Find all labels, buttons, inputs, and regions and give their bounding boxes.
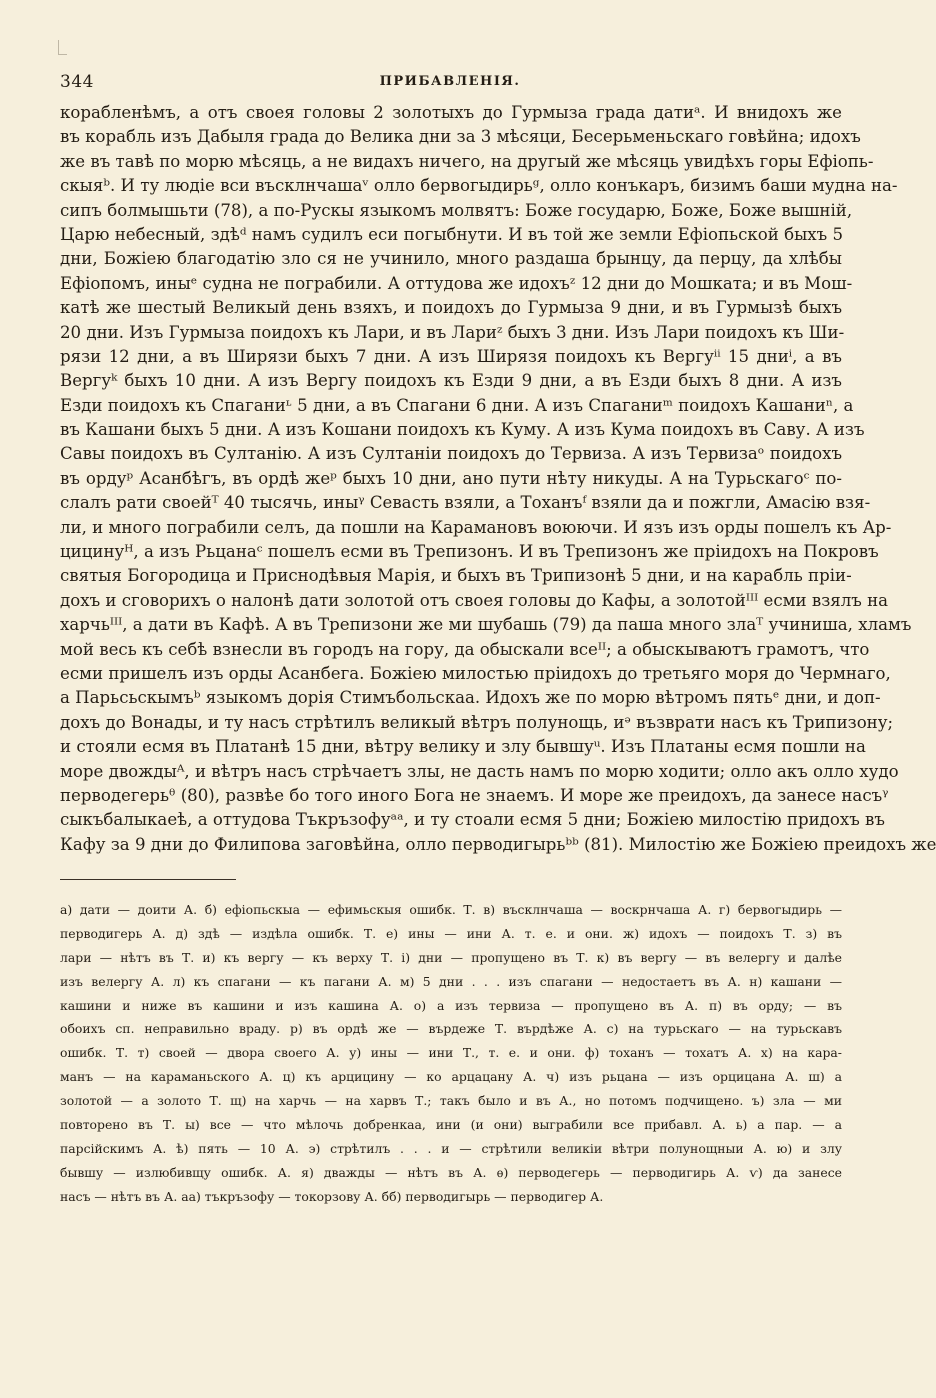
text-line: есми пришелъ изъ орды Асанбега. Божіею милостью пріидохъ до третьяго моря до Чермнаго,	[60, 663, 891, 683]
text-line: катѣ же шестый Великый день взяхъ, и поидохъ до Гурмыза 9 дни, и въ Гурмызѣ быхъ	[60, 298, 842, 318]
text-line: сыкъбалыкаеѣ, а оттудова Тъкръзофуᵃᵃ, и ту стоали есмя 5 дни; Божіею милостію придохъ въ	[60, 810, 885, 830]
text-line: дохъ и сговорихъ о налонѣ дати золотой отъ своея головы до Кафы, а золотойᴵᴵᴵ есми взялъ на	[60, 590, 889, 610]
text-line: Ефіопомъ, иныᵉ судна не пограбили. А оттудова же идохъᶻ 12 дни до Мошката; и въ Мош-	[60, 273, 853, 293]
text-line: цицинуᴴ, а изъ Рьцанаᶜ пошелъ есми въ Трепизонъ. И въ Трепизонъ же пріидохъ на Покровъ	[60, 542, 879, 562]
footnote-line: парсійскимъ А. ѣ) пять — 10 А. э) стрѣтилъ . . . и — стрѣтили великіи вѣтри полунощныи А. ю) и злу	[60, 1140, 842, 1156]
text-line: же въ тавѣ по морю мѣсяць, а не видахъ ничего, на другый же мѣсяць увидѣхъ горы Ефіопь-	[60, 151, 874, 171]
page-header	[60, 72, 840, 96]
text-line: мой весь къ себѣ взнесли въ городъ на гору, да обыскали всеᴵᴵ; а обыскываютъ грамотъ, что	[60, 639, 870, 659]
text-line: въ Кашани быхъ 5 дни. А изъ Кошани поидохъ къ Куму. А изъ Кума поидохъ въ Саву. А изъ	[60, 420, 865, 440]
text-line: слалъ рати своейᵀ 40 тысячь, иныᵞ Севасть взяли, а Тоханъᶠ взяли да и пожгли, Амасію взя-	[60, 493, 871, 513]
footnote-separator	[60, 879, 236, 880]
text-line: сипъ болмышьти (78), а по-Рускы языкомъ молвятъ: Боже государю, Боже, Боже вышній,	[60, 200, 853, 220]
text-line: Савы поидохъ въ Султанію. А изъ Султаніи поидохъ до Тервиза. А изъ Тервизаᵒ поидохъ	[60, 444, 842, 464]
text-line: Вергуᵏ быхъ 10 дни. А изъ Вергу поидохъ къ Езди 9 дни, а въ Езди быхъ 8 дни. А изъ	[60, 371, 842, 391]
text-line: ли, и много пограбили селъ, да пошли на Карамановъ воюючи. И язъ изъ орды пошелъ къ Ар-	[60, 517, 892, 537]
footnote-line: обоихъ сп. неправильно враду. р) въ ордѣ же — върдеже Т. върдѣже А. с) на турьскаго — на турьскавъ	[60, 1021, 842, 1037]
footnote-line: изъ велергу А. л) къ спагани — къ пагани А. м) 5 дни . . . изъ спагани — недостаетъ въ А. н) кашани —	[60, 973, 842, 989]
footnote-line: повторено въ Т. ы) все — что мѣлочь добренкаа, ини (и они) выграбили все прибавл. А. ь) а пар. — а	[60, 1117, 842, 1133]
text-line: корабленѣмъ, а отъ своея головы 2 золотыхъ до Гурмыза града датиᵃ. И внидохъ же	[60, 103, 842, 122]
footnote-line: бывшу — излюбивщу ошибк. А. я) дважды — нѣтъ въ А. ѳ) перводегерь — перводигирь А. ѵ) да занесе	[60, 1164, 842, 1180]
text-line: перводегерьᶿ (80), развѣе бо того иного Бога не знаемъ. И море же преидохъ, да занесе насъᵞ	[60, 785, 889, 805]
text-line: въ корабль изъ Дабыля града до Велика дни за 3 мѣсяци, Бесерьменьскаго говѣйна; идохъ	[60, 127, 861, 147]
text-line: Езди поидохъ къ Спаганиᶫ 5 дни, а въ Спагани 6 дни. А изъ Спаганиᵐ поидохъ Кашаниⁿ, а	[60, 395, 854, 415]
running-title: ПРИБАВЛЕНІЯ.	[379, 74, 521, 89]
text-line: рязи 12 дни, а въ Ширязи быхъ 7 дни. А изъ Ширязя поидохъ къ Вергуⁱⁱ 15 дниⁱ, а въ	[60, 346, 842, 366]
main-text	[60, 101, 936, 857]
text-line: а Парьсьскымъᵇ языкомъ дорія Стимъбольскаа. Идохъ же по морю вѣтромъ пятьᵉ дни, и доп-	[60, 688, 881, 708]
footnote-line: кашини и ниже въ кашини и изъ кашина А. о) а изъ тервиза — пропущено въ А. п) въ орду; — въ	[60, 997, 842, 1013]
text-line: скыяᵇ. И ту людіе вси въсклнчашаᵛ олло бервогыдирьᵍ, олло конъкаръ, бизимъ баши мудна на-	[60, 176, 898, 196]
text-line: дохъ до Вонады, и ту насъ стрѣтилъ великый вѣтръ полунощь, иᵊ възврати насъ къ Трипизону;	[60, 712, 894, 732]
text-line: и стояли есмя въ Платанѣ 15 дни, вѣтру велику и злу бывшуᵘ. Изъ Платаны есмя пошли на	[60, 737, 866, 757]
corner-mark	[58, 40, 67, 55]
footnote-line: золотой — а золото Т. щ) на харчь — на харвъ Т.; такъ было и въ А., но потомъ подчищено. ъ) зла — ми	[60, 1093, 842, 1109]
footnote-line: насъ — нѣтъ въ А. аа) тъкръзофу — токорзову А. бб) перводигырь — перводигер А.	[60, 1188, 604, 1204]
text-line: Царю небесный, здѣᵈ намъ судилъ еси погыбнути. И въ той же земли Ефіопьской быхъ 5	[60, 224, 844, 244]
footnote-line: лари — нѣтъ въ Т. и) къ вергу — къ верху Т. і) дни — пропущено въ Т. к) въ вергу — въ велергу и далѣе	[60, 949, 842, 965]
text-line: 20 дни. Изъ Гурмыза поидохъ къ Лари, и въ Лариᶻ быхъ 3 дни. Изъ Лари поидохъ къ Ши-	[60, 322, 845, 342]
page-number: 344	[60, 72, 94, 92]
text-line: море двождыᴬ, и вѣтръ насъ стрѣчаетъ злы, не дасть намъ по морю ходити; олло акъ олло худо	[60, 761, 899, 781]
footnote-line: ошибк. Т. т) своей — двора своего А. у) ины — ини Т., т. е. и они. ф) тоханъ — тохатъ А. х) на кара-	[60, 1045, 842, 1061]
footnote-line: перводигерь А. д) здѣ — издѣла ошибк. Т. е) ины — ини А. т. е. и они. ж) идохъ — поидохъ Т. з) въ	[60, 925, 842, 941]
text-line: харчьᴵᴵᴵ, а дати въ Кафѣ. А въ Трепизони же ми шубашь (79) да паша много злаᵀ учиниша, хламъ	[60, 615, 912, 635]
text-line: дни, Божіею благодатію зло ся не учинило, много раздаша брынцу, да перцу, да хлѣбы	[60, 249, 842, 269]
text-line: въ ордуᵖ Асанбѣгъ, въ ордѣ жеᵖ быхъ 10 дни, ано пути нѣту никуды. А на Турьскагоᶜ по-	[60, 468, 842, 488]
footnotes	[60, 898, 842, 1209]
text-line: святыя Богородица и Приснодѣвыя Марія, и быхъ въ Трипизонѣ 5 дни, и на карабль пріи-	[60, 566, 852, 586]
footnote-line: манъ — на караманьского А. ц) къ арцицину — ко арцацану А. ч) изъ рьцана — изъ орцицана А. ш) а	[60, 1069, 842, 1085]
text-line: Кафу за 9 дни до Филипова заговѣйна, олло перводигырьᵇᵇ (81). Милостію же Божіею преидохъ же	[60, 834, 936, 854]
footnote-line: а) дати — доити А. б) ефіопьскыа — ефимьскыя ошибк. Т. в) въсклнчаша — воскрнчаша А. г) бервогыдирь —	[60, 902, 842, 917]
